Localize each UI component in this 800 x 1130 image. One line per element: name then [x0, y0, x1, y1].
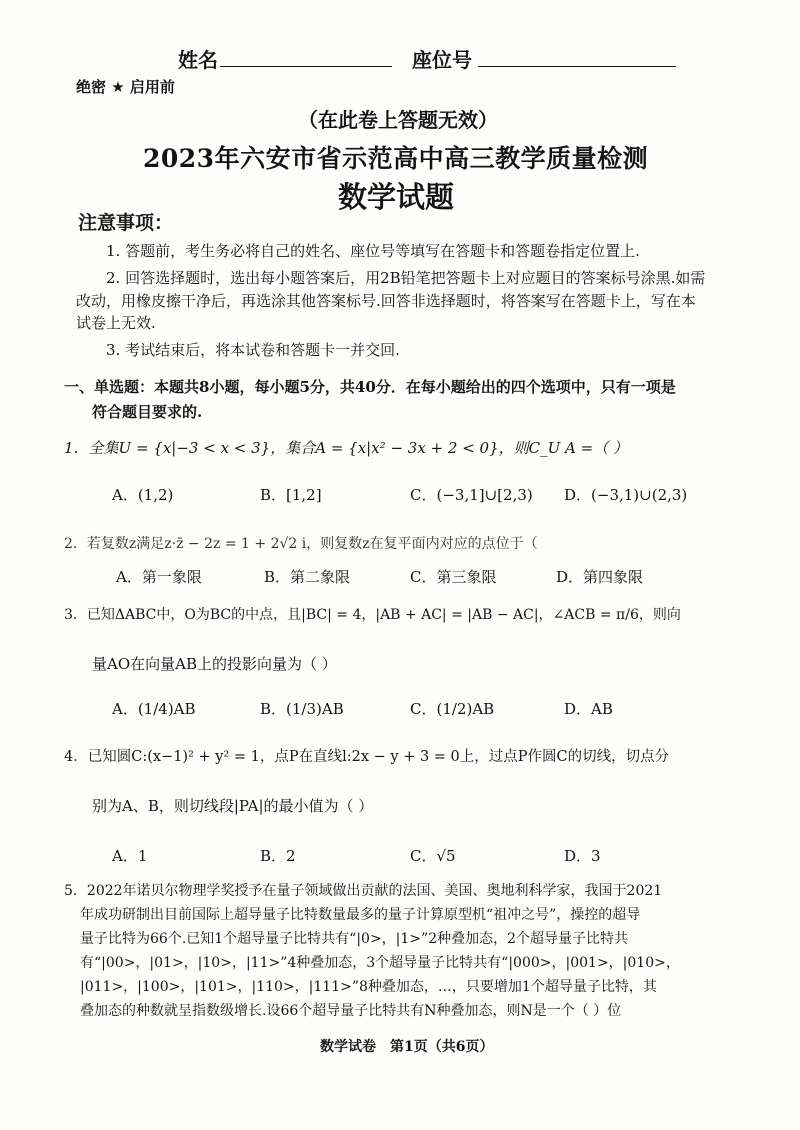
- q5-line-3: 量子比特为66个.已知1个超导量子比特共有“|0>，|1>”2种叠加态，2个超导量子比特共: [80, 931, 629, 947]
- seat-blank[interactable]: [478, 66, 676, 67]
- q4-stem-line-1: 4．已知圆C:(x−1)² + y² = 1，点P在直线l:2x − y + 3 = 0上，过点P作圆C的切线，切点分: [64, 749, 670, 765]
- invalid-note: （在此卷上答题无效）: [298, 108, 498, 132]
- q4-stem-line-2: 别为A、B，则切线段|PA|的最小值为（ ）: [92, 797, 374, 815]
- q5-line-4: 有“|00>，|01>，|10>，|11>”4种叠加态，3个超导量子比特共有“|000>，|001>，|010>，: [80, 955, 680, 971]
- q1-option-d[interactable]: D．(−3,1)∪(2,3): [564, 486, 688, 504]
- notice-item-1: 1. 答题前，考生务必将自己的姓名、座位号等填写在答题卡和答题卷指定位置上.: [106, 242, 640, 260]
- q3-stem-line-2: 量AO在向量AB上的投影向量为（ ）: [92, 655, 337, 673]
- q1-option-b[interactable]: B．[1,2]: [260, 486, 322, 504]
- secret-mark: 绝密 ★ 启用前: [76, 78, 175, 96]
- notice-item-2-line-3: 试卷上无效.: [76, 314, 156, 332]
- notice-item-2-line-1: 2. 回答选择题时，选出每小题答案后，用2B铅笔把答题卡上对应题目的答案标号涂黑.如需: [106, 269, 706, 287]
- section1-heading-line-1: 一、单选题：本题共8小题，每小题5分，共40分．在每小题给出的四个选项中，只有一项是: [64, 378, 676, 396]
- q3-option-d[interactable]: D．AB: [564, 700, 613, 718]
- q4-option-c[interactable]: C．√5: [410, 847, 456, 865]
- q1-option-c[interactable]: C．(−3,1]∪[2,3): [410, 486, 533, 504]
- subject-title: 数学试题: [338, 180, 455, 214]
- q4-option-a[interactable]: A．1: [112, 847, 148, 865]
- section1-heading-line-2: 符合题目要求的.: [92, 403, 203, 421]
- exam-title: 2023年六安市省示范高中高三教学质量检测: [143, 144, 649, 173]
- q3-option-a[interactable]: A．(1/4)AB: [112, 700, 196, 718]
- q2-option-c[interactable]: C．第三象限: [410, 568, 497, 586]
- notice-heading: 注意事项：: [78, 212, 174, 234]
- q4-option-d[interactable]: D．3: [564, 847, 601, 865]
- q5-line-5: |011>，|100>，|101>，|110>，|111>”8种叠加态，…，只要增加1个超导量子比特，其: [80, 979, 657, 995]
- q3-option-c[interactable]: C．(1/2)AB: [410, 700, 495, 718]
- q1-option-a[interactable]: A．(1,2): [112, 486, 174, 504]
- q4-option-b[interactable]: B．2: [260, 847, 296, 865]
- q3-stem-line-1: 3．已知ΔABC中，O为BC的中点，且|BC| = 4，|AB + AC| = |AB − AC|，∠ACB = π/6，则向: [64, 607, 681, 623]
- notice-item-2-line-2: 改动，用橡皮擦干净后，再选涂其他答案标号.回答非选择题时，将答案写在答题卡上，写在本: [76, 292, 696, 310]
- q1-stem: 1．全集U = {x|−3 < x < 3}，集合A = {x|x² − 3x + 2 < 0}，则C_U A =（ ）: [64, 439, 628, 457]
- q2-option-b[interactable]: B．第二象限: [264, 568, 351, 586]
- q2-option-d[interactable]: D．第四象限: [556, 568, 644, 586]
- q2-stem: 2．若复数z满足z·z̄ − 2z = 1 + 2√2 i，则复数z在复平面内对应的点位于（: [64, 536, 538, 552]
- q5-line-2: 年成功研制出目前国际上超导量子比特数量最多的量子计算原型机“祖冲之号”，操控的超导: [80, 907, 641, 923]
- q2-option-a[interactable]: A．第一象限: [116, 568, 202, 586]
- notice-item-3: 3. 考试结束后，将本试卷和答题卡一并交回.: [106, 341, 400, 359]
- q3-option-b[interactable]: B．(1/3)AB: [260, 700, 344, 718]
- name-label: 姓名: [178, 48, 218, 72]
- name-blank[interactable]: [220, 66, 392, 67]
- q5-line-1: 5．2022年诺贝尔物理学奖授予在量子领域做出贡献的法国、美国、奥地利科学家，我国于2021: [64, 883, 663, 899]
- page-footer: 数学试卷 第1页（共6页）: [320, 1039, 494, 1055]
- seat-label: 座位号: [412, 48, 472, 72]
- q5-line-6: 叠加态的种数就呈指数级增长.设66个超导量子比特共有N种叠加态，则N是一个（ ）位: [80, 1003, 622, 1019]
